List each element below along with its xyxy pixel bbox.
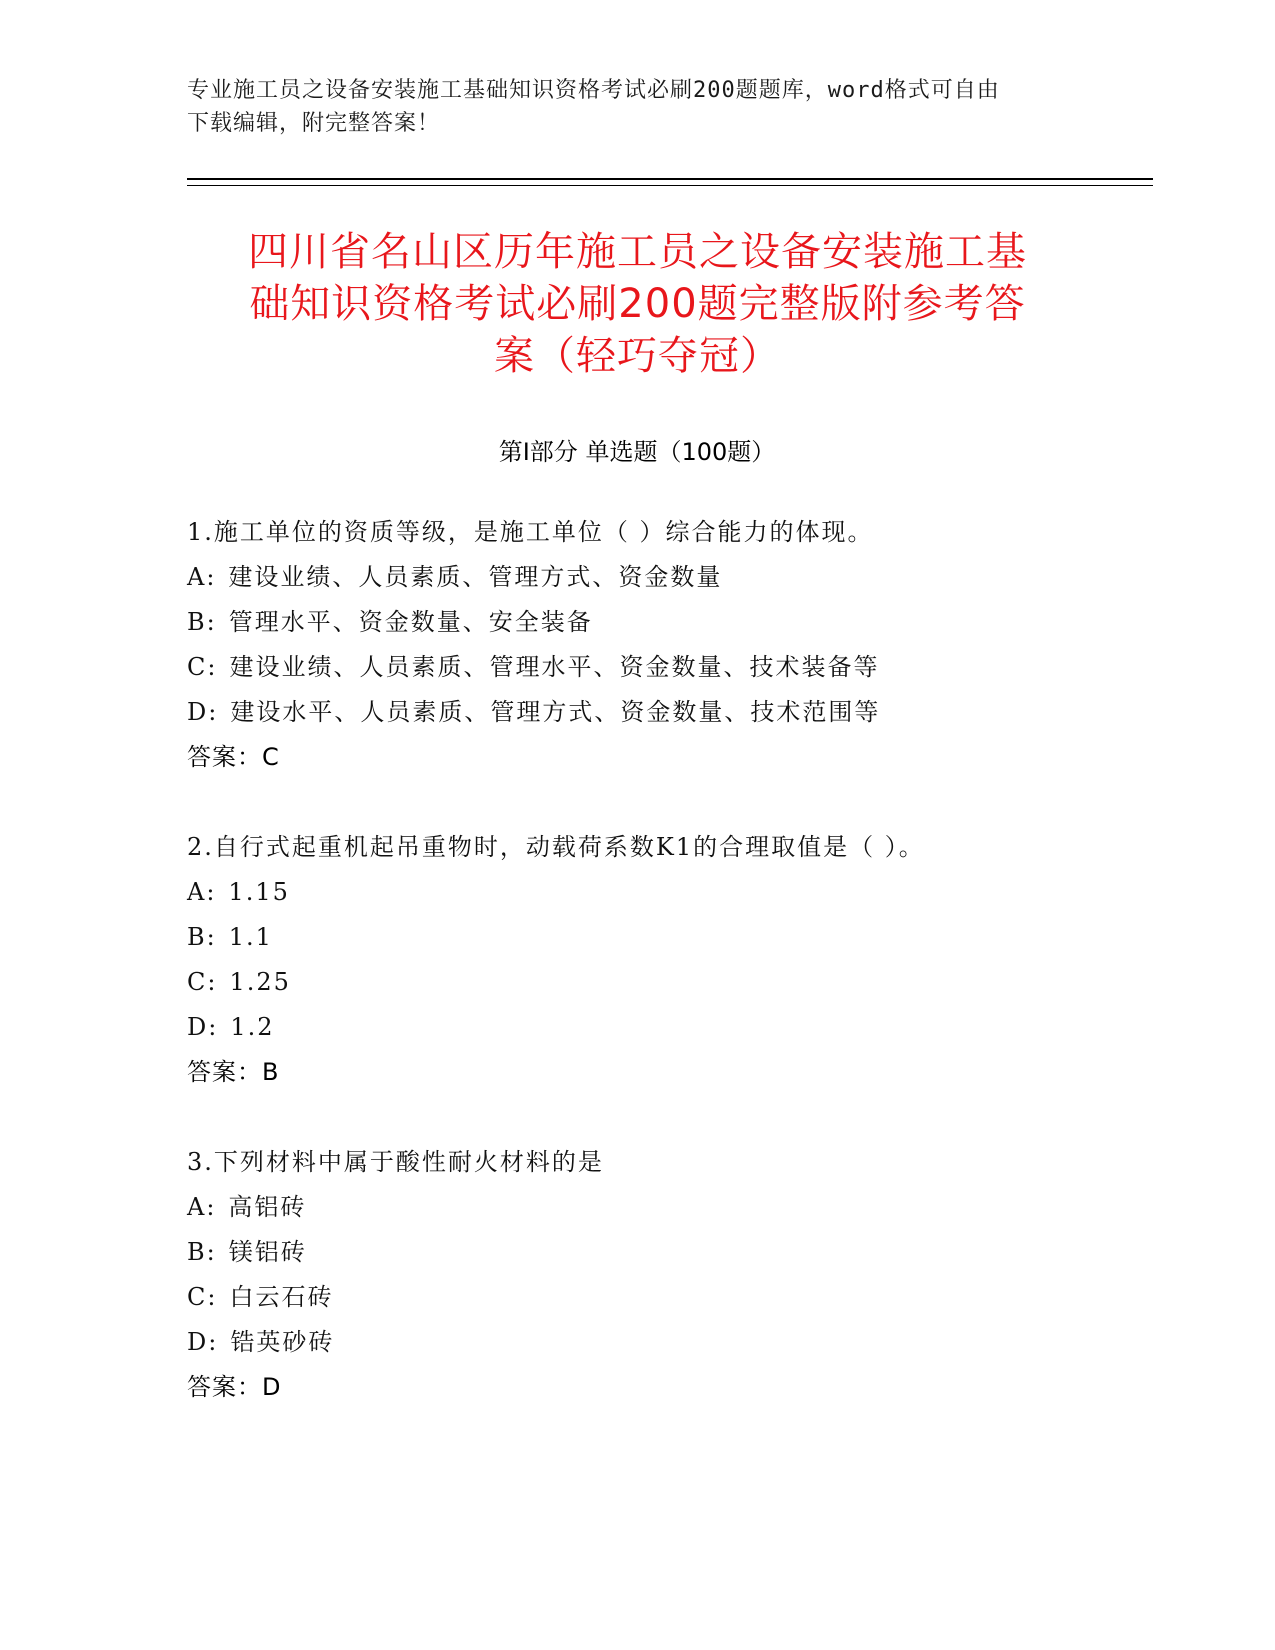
option-text: 白云石砖 <box>229 1283 334 1311</box>
answer: 答案：C <box>187 743 280 771</box>
option-text: 管理水平、资金数量、安全装备 <box>228 608 593 636</box>
header-note-line-1: 专业施工员之设备安装施工基础知识资格考试必刷200题题库，word格式可自由 <box>187 78 1000 103</box>
option-letter: B: <box>187 923 217 951</box>
option-d <box>187 1320 1187 1365</box>
option-a <box>187 555 1187 600</box>
option-letter: B: <box>187 608 217 636</box>
question-2 <box>187 825 1187 1095</box>
question-3 <box>187 1140 1187 1410</box>
option-text: 建设业绩、人员素质、管理水平、资金数量、技术装备等 <box>229 653 880 681</box>
option-letter: A: <box>187 1193 217 1221</box>
document-title-line-3: 案（轻巧夺冠） <box>494 333 781 379</box>
option-text: 高铝砖 <box>228 1193 307 1221</box>
header-divider-thick <box>187 178 1153 180</box>
option-a <box>187 870 1187 915</box>
header-note-line-2: 下载编辑，附完整答案！ <box>187 111 441 136</box>
option-letter: B: <box>187 1238 217 1266</box>
option-c <box>187 1275 1187 1320</box>
option-letter: A: <box>187 563 217 591</box>
option-text: 1.25 <box>229 968 291 996</box>
option-d <box>187 690 1187 735</box>
header-note <box>187 74 1087 140</box>
document-title-line-2: 础知识资格考试必刷200题完整版附参考答 <box>249 281 1026 327</box>
document-title-line-1: 四川省名山区历年施工员之设备安装施工基 <box>248 229 1027 275</box>
option-text: 1.2 <box>230 1013 275 1041</box>
option-text: 建设水平、人员素质、管理方式、资金数量、技术范围等 <box>230 698 881 726</box>
option-text: 1.1 <box>228 923 273 951</box>
option-text: 锆英砂砖 <box>230 1328 335 1356</box>
option-b <box>187 1230 1187 1275</box>
answer: 答案：B <box>187 1058 280 1086</box>
option-c <box>187 960 1187 1005</box>
option-b <box>187 915 1187 960</box>
question-stem: 2.自行式起重机起吊重物时，动载荷系数K1的合理取值是（ ）。 <box>187 833 925 861</box>
option-letter: C: <box>187 653 218 681</box>
option-letter: A: <box>187 878 217 906</box>
option-d <box>187 1005 1187 1050</box>
option-letter: C: <box>187 1283 218 1311</box>
header-divider-thin <box>187 185 1153 186</box>
question-stem: 3.下列材料中属于酸性耐火材料的是 <box>187 1148 604 1176</box>
option-letter: D: <box>187 1328 219 1356</box>
answer: 答案：D <box>187 1373 282 1401</box>
option-letter: D: <box>187 1013 219 1041</box>
section-title: 第Ⅰ部分 单选题（100题） <box>498 438 776 466</box>
option-text: 1.15 <box>228 878 290 906</box>
option-letter: C: <box>187 968 218 996</box>
option-b <box>187 600 1187 645</box>
option-letter: D: <box>187 698 219 726</box>
option-text: 镁铝砖 <box>228 1238 307 1266</box>
option-text: 建设业绩、人员素质、管理方式、资金数量 <box>228 563 723 591</box>
option-a <box>187 1185 1187 1230</box>
question-stem: 1.施工单位的资质等级，是施工单位（ ）综合能力的体现。 <box>187 518 874 546</box>
question-1 <box>187 510 1187 780</box>
option-c <box>187 645 1187 690</box>
document-title <box>160 226 1115 382</box>
